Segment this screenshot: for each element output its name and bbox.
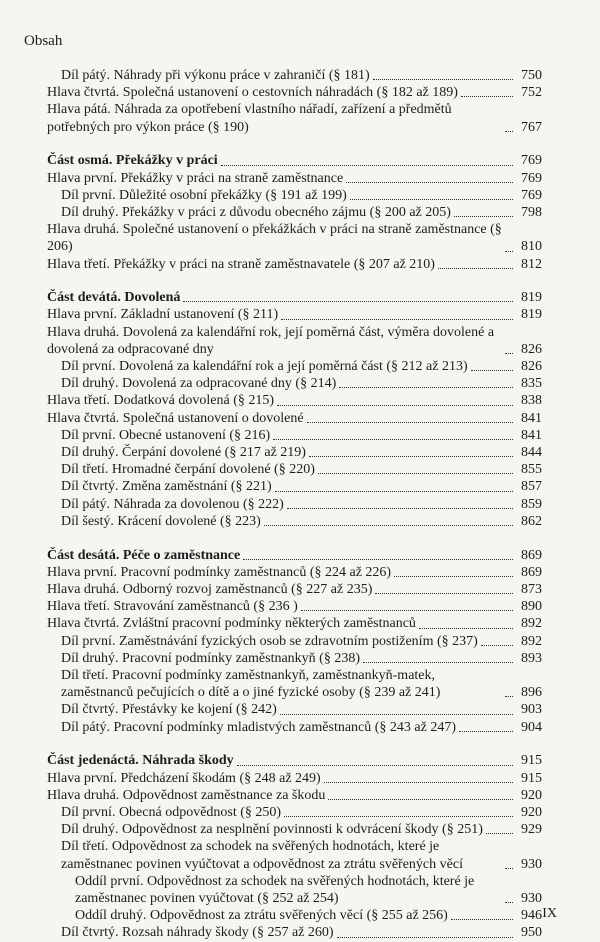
dot-leader — [505, 696, 513, 697]
toc-entry-title: Díl pátý. Náhrady při výkonu práce v zahraničí (§ 181) — [61, 68, 370, 83]
toc-entry — [47, 204, 542, 221]
toc-page-number: 862 — [521, 513, 542, 529]
toc-entry-title: Díl šestý. Krácení dovolené (§ 223) — [61, 513, 261, 529]
dot-leader — [505, 131, 513, 132]
toc-entry-title: Díl první. Dovolená za kalendářní rok a její poměrná část (§ 212 až 213) — [61, 359, 468, 375]
toc-page-number: 929 — [521, 822, 542, 838]
dot-leader — [486, 833, 513, 834]
dot-leader — [505, 251, 513, 252]
toc-page-number: 920 — [521, 804, 542, 820]
toc-page-number: 859 — [521, 496, 542, 512]
toc-entry-title: Díl pátý. Pracovní podmínky mladistvých zaměstnanců (§ 243 až 247) — [61, 719, 457, 735]
toc-entry-title: Hlava třetí. Stravování zaměstnanců (§ 236 ) — [47, 599, 298, 615]
toc-entry-title: Hlava druhá. Dovolená za kalendářní rok, její poměrná část, výměra dovolené a dovolená za odpracované dny — [47, 324, 495, 357]
toc-page-number: 869 — [521, 564, 542, 580]
toc-page-number: 950 — [521, 925, 542, 941]
toc-part-heading — [47, 289, 542, 306]
toc-page-number: 930 — [521, 890, 542, 906]
toc-entry — [47, 907, 542, 924]
toc-page-number: 915 — [521, 753, 542, 769]
toc-entry-title: Hlava třetí. Dodatková dovolená (§ 215) — [47, 393, 275, 409]
toc-page-number: 915 — [521, 770, 542, 786]
toc-entry-title: Hlava čtvrtá. Společná ustanovení o cestovních náhradách (§ 182 až 189) — [47, 85, 458, 101]
toc-entry-title: Hlava druhá. Odpovědnost zaměstnance za škodu — [47, 787, 326, 803]
toc-entry — [47, 564, 542, 581]
toc-entry — [47, 101, 542, 135]
toc-entry — [47, 444, 542, 461]
toc-entry — [47, 496, 542, 513]
toc-page-number: 857 — [521, 479, 542, 495]
toc-entry — [47, 84, 542, 101]
toc-entry-title: Díl čtvrtý. Přestávky ke kojení (§ 242) — [61, 702, 277, 718]
toc-entry — [47, 410, 542, 427]
toc-entry-title: Hlava první. Pracovní podmínky zaměstnanců (§ 224 až 226) — [47, 564, 392, 580]
toc-entry — [47, 375, 542, 392]
toc-page-number: 812 — [521, 256, 542, 272]
toc-entry — [47, 513, 542, 530]
dot-leader — [328, 799, 513, 800]
toc-page-number: 890 — [521, 599, 542, 615]
toc-page-number: 869 — [521, 547, 542, 563]
toc-entry — [47, 667, 542, 701]
toc-page-number: 769 — [521, 170, 542, 186]
toc-entry — [47, 256, 542, 273]
toc-entry-title: Díl pátý. Náhrada za dovolenou (§ 222) — [61, 496, 284, 512]
dot-leader — [221, 165, 513, 166]
toc-entry — [47, 701, 542, 718]
toc-entry-title: Díl první. Důležité osobní překážky (§ 191 až 199) — [61, 187, 347, 203]
toc-entry — [47, 719, 542, 736]
toc-entry — [47, 306, 542, 323]
dot-leader — [280, 714, 513, 715]
dot-leader — [346, 182, 513, 183]
toc-page-number: 892 — [521, 616, 542, 632]
toc-page-number: 769 — [521, 153, 542, 169]
dot-leader — [481, 645, 513, 646]
dot-leader — [273, 439, 513, 440]
toc-entry-title: Část devátá. Dovolená — [47, 290, 181, 306]
toc-entry — [47, 615, 542, 632]
dot-leader — [307, 422, 513, 423]
toc-entry — [47, 838, 542, 872]
toc-page-number: 841 — [521, 410, 542, 426]
toc-entry-title: Díl čtvrtý. Změna zaměstnání (§ 221) — [61, 479, 272, 495]
toc-page-number: 904 — [521, 719, 542, 735]
toc-page-number: 767 — [521, 119, 542, 135]
toc-page-number: 769 — [521, 187, 542, 203]
dot-leader — [284, 816, 513, 817]
dot-leader — [287, 508, 513, 509]
toc-entry — [47, 478, 542, 495]
toc-page-number: 819 — [521, 307, 542, 323]
toc-entry — [47, 427, 542, 444]
dot-leader — [309, 456, 513, 457]
toc-entry — [47, 392, 542, 409]
dot-leader — [419, 628, 513, 629]
toc-entry-title: Hlava první. Předcházení škodám (§ 248 až 249) — [47, 770, 321, 786]
toc-page-number: 920 — [521, 787, 542, 803]
dot-leader — [350, 199, 513, 200]
toc-page-number: 892 — [521, 633, 542, 649]
dot-leader — [505, 353, 513, 354]
dot-leader — [337, 937, 513, 938]
toc-entry — [47, 221, 542, 255]
toc-entry-title: Díl první. Zaměstnávání fyzických osob se zdravotním postižením (§ 237) — [61, 633, 478, 649]
toc-entry-title: Hlava první. Překážky v práci na straně zaměstnance — [47, 170, 344, 186]
toc-page-number: 752 — [521, 85, 542, 101]
toc-part-heading — [47, 547, 542, 564]
dot-leader — [243, 559, 513, 560]
toc-entry — [47, 67, 542, 84]
dot-leader — [454, 216, 513, 217]
dot-leader — [237, 765, 513, 766]
toc-entry-title: Část osmá. Překážky v práci — [47, 153, 218, 169]
toc-entry-title: Díl druhý. Pracovní podmínky zaměstnankyň (§ 238) — [61, 650, 361, 666]
toc-entry-title: Hlava druhá. Odborný rozvoj zaměstnanců (§ 227 až 235) — [47, 581, 373, 597]
toc-entry-title: Část jedenáctá. Náhrada škody — [47, 753, 234, 769]
toc-entry-title: Díl třetí. Pracovní podmínky zaměstnankyň, zaměstnankyň-matek, zaměstnanců pečujících o dítě a o jiné fyzické osoby (§ 239 až 241) — [61, 668, 441, 701]
toc-page-number: 750 — [521, 68, 542, 83]
toc-page-number: 835 — [521, 376, 542, 392]
toc-entry-title: Hlava pátá. Náhrada za opotřebení vlastního nářadí, zařízení a předmětů potřebných pro výkon práce (§ 190) — [47, 102, 452, 135]
toc-page-number: 844 — [521, 445, 542, 461]
dot-leader — [471, 370, 513, 371]
toc-entry — [47, 598, 542, 615]
toc-page-number: 838 — [521, 393, 542, 409]
toc-entry-title: Díl čtvrtý. Rozsah náhrady škody (§ 257 až 260) — [61, 925, 334, 941]
toc-entry — [47, 924, 542, 941]
toc-entry — [47, 804, 542, 821]
table-of-contents — [47, 67, 542, 942]
toc-page-number: 903 — [521, 702, 542, 718]
toc-entry-title: Hlava druhá. Společné ustanovení o překážkách v práci na straně zaměstnance (§ 206) — [47, 222, 502, 255]
toc-entry-title: Hlava první. Základní ustanovení (§ 211) — [47, 307, 279, 323]
toc-page-number: 930 — [521, 856, 542, 872]
toc-entry — [47, 633, 542, 650]
toc-entry — [47, 461, 542, 478]
toc-entry-title: Hlava třetí. Překážky v práci na straně zaměstnavatele (§ 207 až 210) — [47, 256, 435, 272]
dot-leader — [264, 525, 513, 526]
dot-leader — [275, 491, 513, 492]
toc-entry-title: Díl druhý. Dovolená za odpracované dny (§ 214) — [61, 376, 337, 392]
toc-entry-title: Díl druhý. Překážky v práci z důvodu obecného zájmu (§ 200 až 205) — [61, 204, 451, 220]
toc-entry-title: Díl první. Obecné ustanovení (§ 216) — [61, 427, 271, 443]
dot-leader — [183, 301, 513, 302]
toc-entry — [47, 324, 542, 358]
dot-leader — [375, 593, 513, 594]
dot-leader — [394, 576, 513, 577]
toc-entry-title: Díl třetí. Odpovědnost za schodek na svěřených hodnotách, které je zaměstnanec povinen vyúčtovat a odpovědnost za ztrátu svěřených věcí — [61, 839, 463, 872]
toc-entry-title: Díl druhý. Odpovědnost za nesplnění povinnosti k odvrácení škody (§ 251) — [61, 822, 483, 838]
toc-part-heading — [47, 152, 542, 169]
dot-leader — [438, 268, 513, 269]
toc-entry-title: Oddíl druhý. Odpovědnost za ztrátu svěřených věcí (§ 255 až 256) — [75, 908, 448, 924]
toc-entry — [47, 650, 542, 667]
toc-entry — [47, 787, 542, 804]
dot-leader — [277, 405, 513, 406]
toc-page-number: 826 — [521, 341, 542, 357]
toc-entry-title: Oddíl první. Odpovědnost za schodek na svěřených hodnotách, které je zaměstnanec povinen vyúčtovat (§ 252 až 254) — [75, 873, 475, 906]
toc-page-number: 893 — [521, 650, 542, 666]
toc-entry-title: Díl první. Obecná odpovědnost (§ 250) — [61, 804, 282, 820]
toc-entry — [47, 821, 542, 838]
dot-leader — [339, 387, 513, 388]
toc-entry-title: Díl třetí. Hromadné čerpání dovolené (§ 220) — [61, 462, 315, 478]
dot-leader — [373, 79, 513, 80]
toc-entry — [47, 170, 542, 187]
toc-page-number: 946 — [521, 908, 542, 924]
toc-entry — [47, 358, 542, 375]
toc-entry — [47, 873, 542, 907]
toc-entry-title: Hlava čtvrtá. Společná ustanovení o dovolené — [47, 410, 304, 426]
dot-leader — [461, 96, 513, 97]
dot-leader — [459, 731, 513, 732]
toc-page-number: 826 — [521, 359, 542, 375]
toc-entry-title: Díl druhý. Čerpání dovolené (§ 217 až 219) — [61, 445, 306, 461]
dot-leader — [324, 782, 513, 783]
toc-page-number: 896 — [521, 685, 542, 701]
toc-page-number: 855 — [521, 462, 542, 478]
dot-leader — [318, 473, 513, 474]
toc-entry-title: Část desátá. Péče o zaměstnance — [47, 547, 241, 563]
dot-leader — [505, 902, 513, 903]
toc-entry — [47, 770, 542, 787]
dot-leader — [505, 868, 513, 869]
toc-page-number: 798 — [521, 204, 542, 220]
toc-entry — [47, 581, 542, 598]
dot-leader — [363, 662, 513, 663]
toc-part-heading — [47, 752, 542, 769]
page-header-title: Obsah — [24, 33, 63, 49]
toc-page-number: 841 — [521, 427, 542, 443]
toc-page-number: 810 — [521, 239, 542, 255]
page-number: IX — [542, 906, 557, 921]
toc-entry — [47, 187, 542, 204]
dot-leader — [451, 919, 513, 920]
toc-page-number: 819 — [521, 290, 542, 306]
toc-page-number: 873 — [521, 581, 542, 597]
toc-entry-title: Hlava čtvrtá. Zvláštní pracovní podmínky některých zaměstnanců — [47, 616, 416, 632]
dot-leader — [281, 319, 513, 320]
dot-leader — [301, 610, 513, 611]
